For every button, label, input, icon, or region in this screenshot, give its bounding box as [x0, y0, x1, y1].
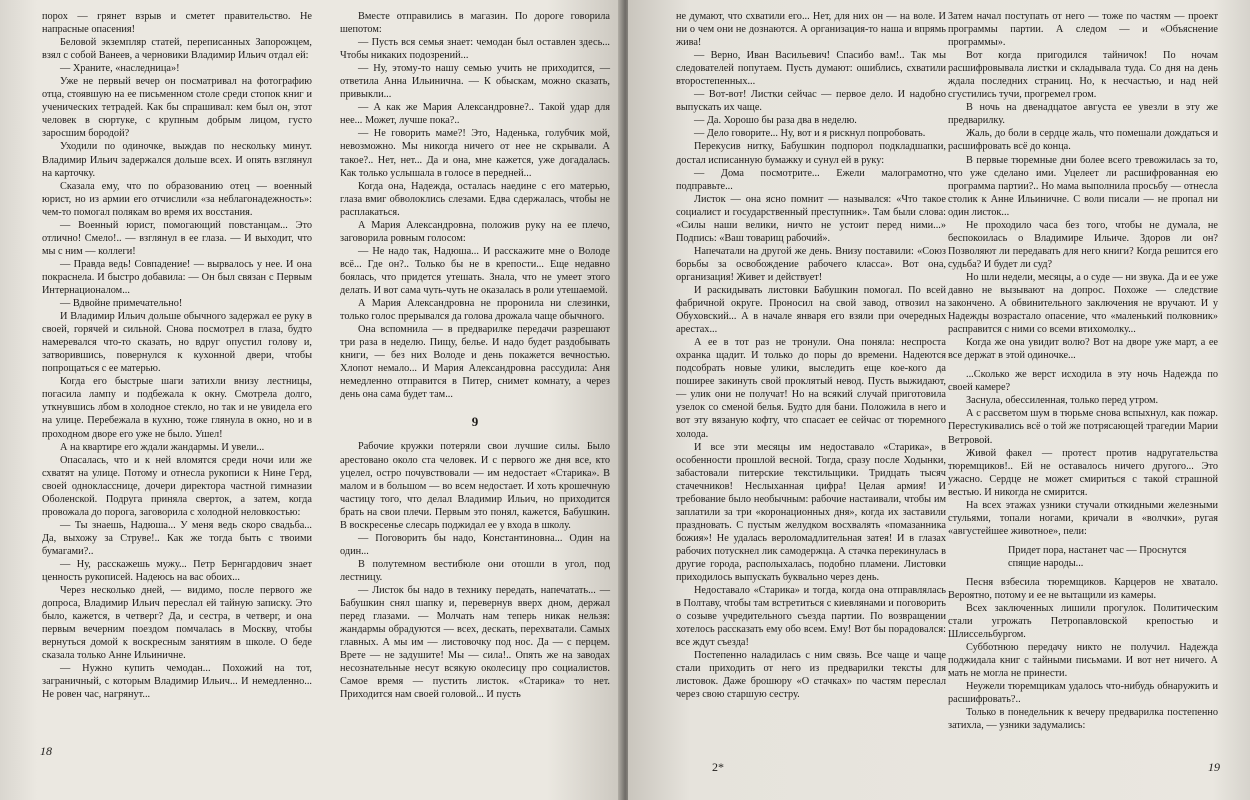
paragraph: Через несколько дней, — видимо, после первого же допроса, Владимир Ильич переслал ей тайную записку. Это было, кажется, в четверг? Да, и сестра, в четверг, и она первым вечерним поездом помчалась в Москву, чтобы вернуться домой к воскресным занятиям в школе. О беде сказала только Анне Ильиничне.: [42, 585, 312, 662]
paragraph: А с рассветом шум в тюрьме снова вспыхнул, как пожар. Перестукивались всё о той же потрясающей трагедии Марии Ветровой.: [948, 408, 1218, 446]
paragraph: — Вдвойне примечательно!: [60, 298, 183, 310]
poem-quote: Придет пора, настанет час — Проснутся спящие народы...: [1008, 544, 1187, 569]
left-page-column-2: [340, 10, 610, 718]
paragraph: ...Сколько же верст исходила в эту ночь Надежда по своей камере?: [948, 369, 1218, 394]
paragraph: — Вот-вот! Листки сейчас — первое дело. И надобно выпускать их чаще.: [676, 89, 946, 114]
paragraph: — Верно, Иван Васильевич! Спасибо вам!.. Так мы следователей попутаем. Пусть думают: ошиблись, схватили второстепенных...: [676, 50, 946, 88]
right-page-column-1: [676, 10, 946, 718]
paragraph: Постепенно наладилась с ним связь. Все чаще и чаще стали приходить от него из предварилки тексты для листовок. Даже брошюру «О стачках» по частям переслал через свою старшую сестру.: [676, 650, 946, 701]
paragraph: Затем начал поступать от него — тоже по частям — проект программы партии. А следом — и «Объяснение программы».: [948, 11, 1218, 49]
paragraph: В первые тюремные дни более всего тревожилась за то, что уже сделано ими. Уцелеет ли расшифрованная ею программа партии?.. Но мама выполнила просьбу — отнесла столик к Анне Ильиничне. С воли писали — не пропал ни один листок...: [948, 154, 1218, 218]
paragraph: Опасалась, что и к ней вломятся среди ночи или же схватят на улице. Потому и отнесла рукописи к Нине Герд, своей однокласснице, дочери директора частной гимназии Оболенской. Подруга приняла сверток, а затем, когда провожала до порога, заговорила с холодной неловкостью:: [42, 454, 312, 518]
paragraph: Только в понедельник к вечеру предварилка постепенно затихла, — узники задумались:: [948, 707, 1218, 732]
paragraph: — Пусть вся семья знает: чемодан был оставлен здесь... Чтобы никаких подозрений...: [340, 37, 610, 62]
paragraph: порох — грянет взрыв и сметет правительство. Не напрасные опасения!: [42, 11, 312, 36]
paragraph: Всех заключенных лишили прогулок. Политическим стали угрожать Петропавловской крепостью и Шлиссельбургом.: [948, 603, 1218, 641]
paragraph: Когда она, Надежда, осталась наедине с его матерью, глаза вмиг обволоклись слезами. Едва сдержалась, чтобы не расплакаться.: [340, 180, 610, 218]
paragraph: И Владимир Ильич дольше обычного задержал ее руку в своей, горячей и сильной. Снова посмотрел в глаза, будто намеревался что-то сказать, но вдруг опустил голову и, затворившись, повернулся к кухонной двери, чтобы попрощаться с ее матерью.: [42, 311, 312, 375]
left-page-column-1: [42, 10, 312, 718]
paragraph: — Дело говорите... Ну, вот и я рискнул попробовать.: [694, 128, 926, 140]
left-page: [0, 0, 622, 800]
paragraph: На всех этажах узники стучали откидными железными стульями, топали ногами, кричали в «волчки», ругая «августейшее животное», пели:: [948, 499, 1218, 537]
paragraph: — А как же Мария Александровне?.. Такой удар для нее... Может, лучше пока?..: [340, 102, 610, 127]
paragraph: Не проходило часа без того, чтобы не думала, не беспокоилась о Владимире Ильиче. Здоров ли он? Позволяют ли передавать для него книги? Когда решится его судьба? И будет ли суд?: [948, 219, 1218, 270]
paragraph: — Листок бы надо в технику передать, напечатать... — Бабушкин снял шапку и, перевернув вверх дном, держал перед глазами. — Молчать нам теперь никак нельзя: жандармы обрадуются — всех, дескать, перехватали. Самых главных. А мы им — листовочку под нос. Да — с перцем. Врете — не задушите! Мы — сила!.. Опять же на заводах несознательные несут всякую околесицу про социалистов. Самое время — пустить листок. «Старика» то нет. Приходится нам своей головой... И пусть: [340, 584, 610, 701]
paragraph: А Мария Александровна, положив руку на ее плечо, заговорила ровным голосом:: [340, 219, 610, 244]
paragraph: Уже не первый вечер он посматривал на фотографию отца, стоявшую на ее письменном столе среди стопок книг и ученических тетрадей. Как бы спрашивал: кем был он, этот человек в сюртуке, с крупным добрым лицом, густо заросшим бородой?: [42, 76, 312, 140]
paragraph: — Ну, расскажешь мужу... Петр Бернгардович знает ценность рукописей. Надеюсь на вас обоих...: [42, 558, 312, 584]
paragraph: Вместе отправились в магазин. По дороге говорила шепотом:: [340, 11, 610, 36]
paragraph: не думают, что схватили его... Нет, для них он — на воле. И ни о чем они не дознаются. А организация-то наша и впрямь жива!: [676, 11, 946, 49]
paragraph: Неужели тюремщикам удалось что-нибудь обнаружить и расшифровать?..: [948, 681, 1218, 706]
paragraph: Когда же она увидит волю? Вот на дворе уже март, а ее все держат в этой одиночке...: [948, 337, 1218, 362]
paragraph: Беловой экземпляр статей, переписанных Запорожцем, взял с собой Ванеев, а черновики Владимир Ильич отдал ей:: [42, 37, 312, 62]
paragraph: Уходили по одиночке, выждав по нескольку минут. Владимир Ильич задержался дольше всех. И опять взглянул на карточку.: [42, 141, 312, 179]
chapter-number: 9: [471, 414, 479, 430]
paragraph: Напечатали на другой же день. Внизу поставили: «Союз борьбы за освобождение рабочего класса». Вот она, организация! Живет и действует!: [676, 245, 946, 283]
page-number-left: 18: [40, 744, 52, 758]
paragraph: Вот когда пригодился тайничок! По ночам расшифровывала листки и складывала туда. Со дня на день ждала последних страниц. Но, к несчастью, и над ней сгустились тучи, прогремел гром.: [948, 50, 1218, 101]
paragraph: А Мария Александровна не проронила ни слезинки, только голос прерывался да голова дрожала чаще обычного.: [340, 298, 610, 323]
page-number-right: 19: [1208, 760, 1220, 774]
paragraph: Песня взбесила тюремщиков. Карцеров не хватало. Вероятно, потому и ее не вытащили из камеры.: [948, 576, 1218, 602]
paragraph: Рабочие кружки потеряли свои лучшие силы. Было арестовано около ста человек. И с первого же дня все, кто уцелел, остро почувствовали — им недостает «Старика». В малом и в большом — во всем недостает. И хоть крошечную частицу того, что делал Владимир Ильич, но приходится брать на свои плечи. Первым это понял, кажется, Бабушкин. В воскресенье слесарь поджидал ее у входа в школу.: [340, 441, 610, 531]
paragraph: — Ты знаешь, Надюша... У меня ведь скоро свадьба... Да, выхожу за Струве!.. Как же тогда быть с твоими бумагами?..: [42, 519, 312, 557]
paragraph: В полутемном вестибюле они отошли в угол, под лестницу.: [340, 558, 610, 583]
paragraph: — Ну, этому-то нашу семью учить не приходится, — ответила Анна Ильинична. — К обыскам, можно сказать, привыкли...: [340, 63, 610, 101]
paragraph: — Не надо так, Надюша... И расскажите мне о Володе всё... Где он?.. Только бы не в крепости... Еще недавно боялась, что придется утешать. Знала, что не умеет этого делать. И вот сама чуть-чуть не оказалась в роли утешаемой.: [340, 245, 610, 296]
paragraph: Заснула, обессиленная, только перед утром.: [966, 395, 1159, 407]
paragraph: — Не говорить маме?! Это, Наденька, голубчик мой, невозможно. Мы никогда ничего от нее не скрывали. А такое?.. Нет, нет... Да и она, мне кажется, уже догадалась. Как только услышала в голосе в передней...: [340, 128, 610, 179]
paragraph: — Дома посмотрите... Ежели малограмотно, подправьте...: [676, 167, 946, 192]
paragraph: — Храните, «наследница»!: [60, 63, 180, 75]
paragraph: — Да. Хорошо бы раза два в неделю.: [694, 115, 857, 127]
paragraph: В ночь на двенадцатое августа ее увезли в эту же предварилку.: [948, 102, 1218, 127]
paragraph: И все эти месяцы им недоставало «Старика», в особенности прошлой весной. Тогда, сразу после Ходынки, забастовали питерские текстильщики. Тридцать тысяч стачечников! Неслыханная цифра! Целая армия! И требование было необычным: рабочие настаивали, чтобы им заплатили за три «коронационных дня», когда их заставили праздновать. С пустым желудком восхвалять «помазанника божия»! Не удалась вероломадлительная затея! И в глазах рабочих потускнел лик самодержца. А стачка перекинулась в другие города, располыхалась, подобно пламени. Листовки приходилось выпускать буквально через день.: [676, 441, 946, 584]
right-page: [628, 0, 1250, 800]
paragraph: Сказала ему, что по образованию отец — военный юрист, но из армии его отчислили «за неблагонадежность»: чем-то помогал полякам во время их восстания.: [42, 180, 312, 218]
paragraph: И раскидывать листовки Бабушкин помогал. По всей фабричной округе. Проносил на свой завод, отвозил на Обуховский... А в начале января его взяли при очередных арестах...: [676, 284, 946, 336]
paragraph: Живой факел — протест против надругательства тюремщиков!.. Ей не оставалось ничего другого... Это ужасно. Сердце не может смириться с такой страшной вестью. И никогда не смирится.: [948, 447, 1218, 498]
paragraph: Когда его быстрые шаги затихли внизу лестницы, погасила лампу и подбежала к окну. Смотрела долго, уткнувшись лбом в холодное стекло, но так и не увидела его на улице. Перебежала в кухню, тоже глянула в окно, но и в проходном дворе его уже не было. Ушел!: [42, 376, 312, 440]
paragraph: Недоставало «Старика» и тогда, когда она отправлялась в Полтаву, чтобы там встретиться с киевлянами и поговорить о созыве учредительного съезда партии. По возвращении хотелось рассказать ему обо всем. Ему! Вот бы порадовался: все ждут съезда!: [676, 585, 946, 649]
paragraph: — Нужно купить чемодан... Похожий на тот, заграничный, с которым Владимир Ильич... И немедленно... Не ровен час, нагрянут...: [42, 663, 312, 701]
paragraph: Жаль, до боли в сердце жаль, что помешали дождаться и расшифровать всё до конца.: [948, 128, 1218, 153]
paragraph: — Военный юрист, помогающий повстанцам... Это отлично! Смело!.. — взглянул в ее глаза. — И выходит, что мы с ним — коллеги!: [42, 219, 312, 257]
paragraph: Перекусив нитку, Бабушкин подпорол подкладшапки, достал исписанную бумажку и сунул ей в руку:: [676, 141, 946, 166]
paragraph: А на квартире его ждали жандармы. И увели...: [60, 441, 265, 453]
paragraph: Листок — она ясно помнит — назывался: «Что такое социалист и государственный преступник». Там были слова: «Силы наши велики, ничто не устоит перед ними...» Подпись: «Ваш товарищ рабочий».: [676, 193, 946, 244]
paragraph: Она вспомнила — в предварилке передачи разрешают три раза в неделю. Пищу, белье. И надо будет раздобывать книги, — без них Володе и день покажется вечностью. Хлопот немало... И Мария Александровна рассудила: Аня немедленно отправится в Питер, снимет комнату, а через день она сама будет там...: [340, 324, 610, 401]
paragraph: Субботнюю передачу никто не получил. Надежда поджидала книг с тайными письмами. И вот нет ничего. А мать не могла не принести.: [948, 642, 1218, 680]
paragraph: — Правда ведь! Совпадение! — вырвалось у нее. И она покраснела. И быстро добавила: — Он был связан с Первым Интернационалом...: [42, 258, 312, 296]
paragraph: Но шли недели, месяцы, а о суде — ни звука. Да и ее уже давно не вызывают на допрос. Похоже — следствие закончено. А обвинительного заключения не вручают. И у Надежды возрастало опасение, что «маленький полковник» расправится с ними со всеми втихомолку...: [948, 271, 1218, 336]
paragraph: — Поговорить бы надо, Константиновна... Один на один...: [340, 532, 610, 557]
paragraph: А ее в тот раз не тронули. Она поняла: неспроста охранка щадит. И только до поры до времени. Надеются подсобрать новые улики, выследить еще кое-кого да поширее закинуть свой проклятый невод. Пусть выжидают, — улик они не получат! Но на всякий случай приготовила узелок со сменой белья. Будто для бани. Положила в него и вот эту вязаную кофту, что спасает ее сейчас от тюремного холода.: [676, 337, 946, 440]
printer-signature-mark: 2*: [712, 760, 724, 774]
right-page-column-2: [948, 10, 1218, 732]
